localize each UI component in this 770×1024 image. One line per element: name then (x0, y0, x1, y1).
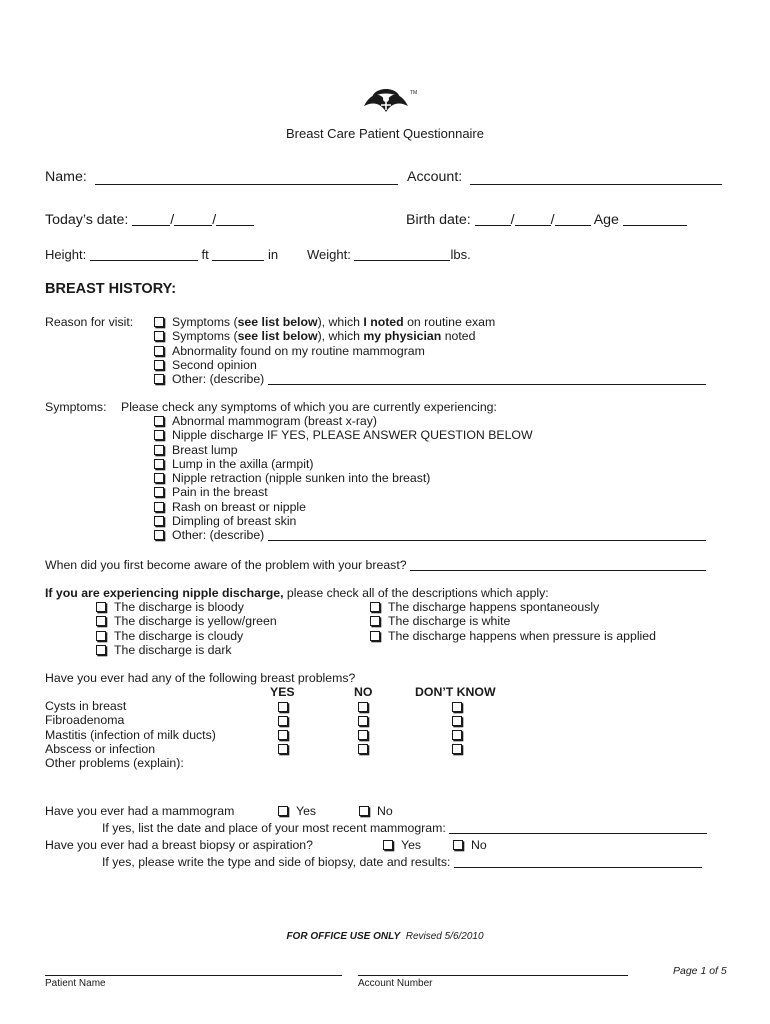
checkbox[interactable] (154, 487, 164, 497)
todays-date-row: Today’s date: / / (45, 212, 254, 228)
checkbox[interactable] (359, 806, 369, 816)
reason-item[interactable]: Symptoms (see list below), which I noted on routine exam (154, 315, 706, 329)
symptom-item[interactable]: Other: (describe) (154, 528, 706, 542)
patient-name-field[interactable] (45, 975, 342, 976)
cysts-no-checkbox[interactable] (358, 702, 368, 712)
checkbox[interactable] (96, 631, 106, 641)
checkbox[interactable] (96, 616, 106, 626)
symptom-item[interactable]: Nipple retraction (nipple sunken into the breast) (154, 471, 706, 485)
birth-year-field[interactable] (555, 213, 591, 226)
discharge-intro: If you are experiencing nipple discharge, please check all of the descriptions which apply: (45, 586, 549, 600)
todays-date-label: Today’s date: (45, 212, 129, 228)
fibroadenoma-yes-checkbox[interactable] (278, 716, 288, 726)
checkbox[interactable] (154, 360, 164, 370)
checkbox[interactable] (96, 645, 106, 655)
account-label: Account: (407, 169, 463, 185)
problems-question: Have you ever had any of the following breast problems? (45, 671, 356, 685)
ft-label: ft (201, 247, 209, 262)
col-yes-header: YES (270, 685, 295, 699)
checkbox[interactable] (154, 331, 164, 341)
col-no-header: NO (354, 685, 373, 699)
mammogram-question: Have you ever had a mammogram (45, 804, 235, 818)
checkbox[interactable] (154, 516, 164, 526)
aware-question: When did you first become aware of the problem with your breast? (45, 558, 407, 572)
abscess-yes-checkbox[interactable] (278, 744, 288, 754)
symptoms-label: Symptoms: (45, 400, 107, 414)
cysts-yes-checkbox[interactable] (278, 702, 288, 712)
checkbox[interactable] (154, 473, 164, 483)
page-number: Page 1 of 5 (673, 965, 727, 977)
birth-month-field[interactable] (475, 213, 511, 226)
checkbox[interactable] (96, 602, 106, 612)
today-month-field[interactable] (132, 213, 170, 226)
mastitis-no-checkbox[interactable] (358, 730, 368, 740)
checkbox[interactable] (453, 840, 463, 850)
checkbox[interactable] (154, 502, 164, 512)
symptom-item[interactable]: Pain in the breast (154, 485, 706, 499)
page-title: Breast Care Patient Questionnaire (286, 126, 484, 141)
sunburst-logo-icon (360, 80, 412, 120)
abscess-dontknow-checkbox[interactable] (452, 744, 462, 754)
birth-day-field[interactable] (515, 213, 551, 226)
reason-item[interactable]: Second opinion (154, 358, 706, 372)
checkbox[interactable] (154, 346, 164, 356)
mammogram-no-option[interactable]: No (359, 804, 393, 818)
abscess-no-checkbox[interactable] (358, 744, 368, 754)
symptom-other-field[interactable] (268, 528, 706, 541)
birth-date-label: Birth date: (406, 212, 471, 228)
name-row (45, 169, 87, 185)
problems-rows (45, 699, 216, 770)
reason-list (154, 315, 706, 386)
fibroadenoma-no-checkbox[interactable] (358, 716, 368, 726)
problem-row-label: Abscess or infection (45, 741, 156, 756)
biopsy-yes-option[interactable]: Yes (383, 838, 421, 852)
col-dontknow-header: DON’T KNOW (415, 685, 496, 699)
problem-row-label: Mastitis (infection of milk ducts) (45, 727, 216, 742)
weight-row (307, 247, 471, 262)
reason-label: Reason for visit: (45, 315, 134, 329)
discharge-item[interactable]: The discharge is bloody (96, 600, 277, 614)
age-label: Age (593, 212, 619, 228)
reason-item[interactable]: Symptoms (see list below), which my physician noted (154, 329, 706, 343)
mastitis-dontknow-checkbox[interactable] (452, 730, 462, 740)
office-use-line: FOR OFFICE USE ONLY Revised 5/6/2010 (286, 931, 484, 942)
fibroadenoma-dontknow-checkbox[interactable] (452, 716, 462, 726)
mastitis-yes-checkbox[interactable] (278, 730, 288, 740)
problem-other-label: Other problems (explain): (45, 756, 184, 771)
biopsy-followup-field[interactable] (454, 855, 702, 868)
checkbox[interactable] (370, 602, 380, 612)
account-field[interactable] (470, 184, 722, 185)
checkbox[interactable] (154, 416, 164, 426)
problem-row-label: Cysts in breast (45, 699, 127, 713)
biopsy-question: Have you ever had a breast biopsy or aspiration? (45, 838, 313, 852)
logo (360, 80, 418, 120)
checkbox[interactable] (154, 317, 164, 327)
name-label: Name: (45, 169, 87, 185)
patient-name-caption: Patient Name (45, 978, 106, 989)
checkbox[interactable] (154, 459, 164, 469)
today-day-field[interactable] (174, 213, 212, 226)
checkbox[interactable] (154, 374, 164, 384)
checkbox[interactable] (370, 616, 380, 626)
checkbox[interactable] (154, 530, 164, 540)
symptoms-intro: Please check any symptoms of which you are currently experiencing: (121, 400, 497, 414)
checkbox[interactable] (154, 445, 164, 455)
trademark-mark: TM (410, 90, 418, 96)
checkbox[interactable] (278, 806, 288, 816)
problem-row-label: Fibroadenoma (45, 713, 125, 728)
discharge-item[interactable]: The discharge happens when pressure is applied (370, 629, 656, 643)
reason-other-field[interactable] (268, 372, 706, 385)
symptom-item[interactable]: Breast lump (154, 443, 706, 457)
symptom-item[interactable]: Rash on breast or nipple (154, 500, 706, 514)
aware-row (45, 558, 706, 572)
discharge-item[interactable]: The discharge is yellow/green (96, 614, 277, 628)
symptom-item[interactable]: Lump in the axilla (armpit) (154, 457, 706, 471)
weight-label: Weight: (307, 247, 351, 262)
age-field[interactable] (623, 213, 687, 226)
height-ft-field[interactable] (90, 248, 198, 261)
height-label: Height: (45, 247, 87, 262)
biopsy-followup-row (102, 855, 702, 869)
discharge-item[interactable]: The discharge is dark (96, 643, 277, 657)
checkbox[interactable] (370, 631, 380, 641)
symptom-item[interactable]: Nipple discharge IF YES, PLEASE ANSWER QUESTION BELOW (154, 428, 706, 442)
biopsy-followup: If yes, please write the type and side of biopsy, date and results: (102, 855, 451, 869)
symptoms-list (154, 414, 706, 543)
height-in-field[interactable] (212, 248, 264, 261)
discharge-item[interactable]: The discharge is cloudy (96, 629, 277, 643)
biopsy-no-option[interactable]: No (453, 838, 487, 852)
birth-date-row: Birth date: / / Age (406, 212, 687, 228)
symptom-item[interactable]: Abnormal mammogram (breast x-ray) (154, 414, 706, 428)
today-year-field[interactable] (216, 213, 254, 226)
mammogram-followup: If yes, list the date and place of your most recent mammogram: (102, 821, 446, 835)
symptom-item[interactable]: Dimpling of breast skin (154, 514, 706, 528)
reason-item[interactable]: Abnormality found on my routine mammogram (154, 344, 706, 358)
reason-item[interactable]: Other: (describe) (154, 372, 706, 386)
weight-field[interactable] (354, 248, 450, 261)
in-label: in (267, 247, 279, 262)
account-number-field[interactable] (358, 975, 628, 976)
lbs-label: lbs. (450, 247, 471, 262)
cysts-dontknow-checkbox[interactable] (452, 702, 462, 712)
mammogram-followup-field[interactable] (449, 821, 707, 834)
discharge-item[interactable]: The discharge happens spontaneously (370, 600, 656, 614)
discharge-item[interactable]: The discharge is white (370, 614, 656, 628)
name-field[interactable] (95, 184, 398, 185)
mammogram-followup-row (102, 821, 707, 835)
checkbox[interactable] (383, 840, 393, 850)
mammogram-yes-option[interactable]: Yes (278, 804, 316, 818)
checkbox[interactable] (154, 430, 164, 440)
discharge-right-list (370, 600, 656, 643)
aware-field[interactable] (410, 558, 706, 571)
account-number-caption: Account Number (358, 978, 433, 989)
height-row (45, 247, 278, 262)
section-title: BREAST HISTORY: (45, 281, 177, 297)
discharge-left-list (96, 600, 277, 657)
